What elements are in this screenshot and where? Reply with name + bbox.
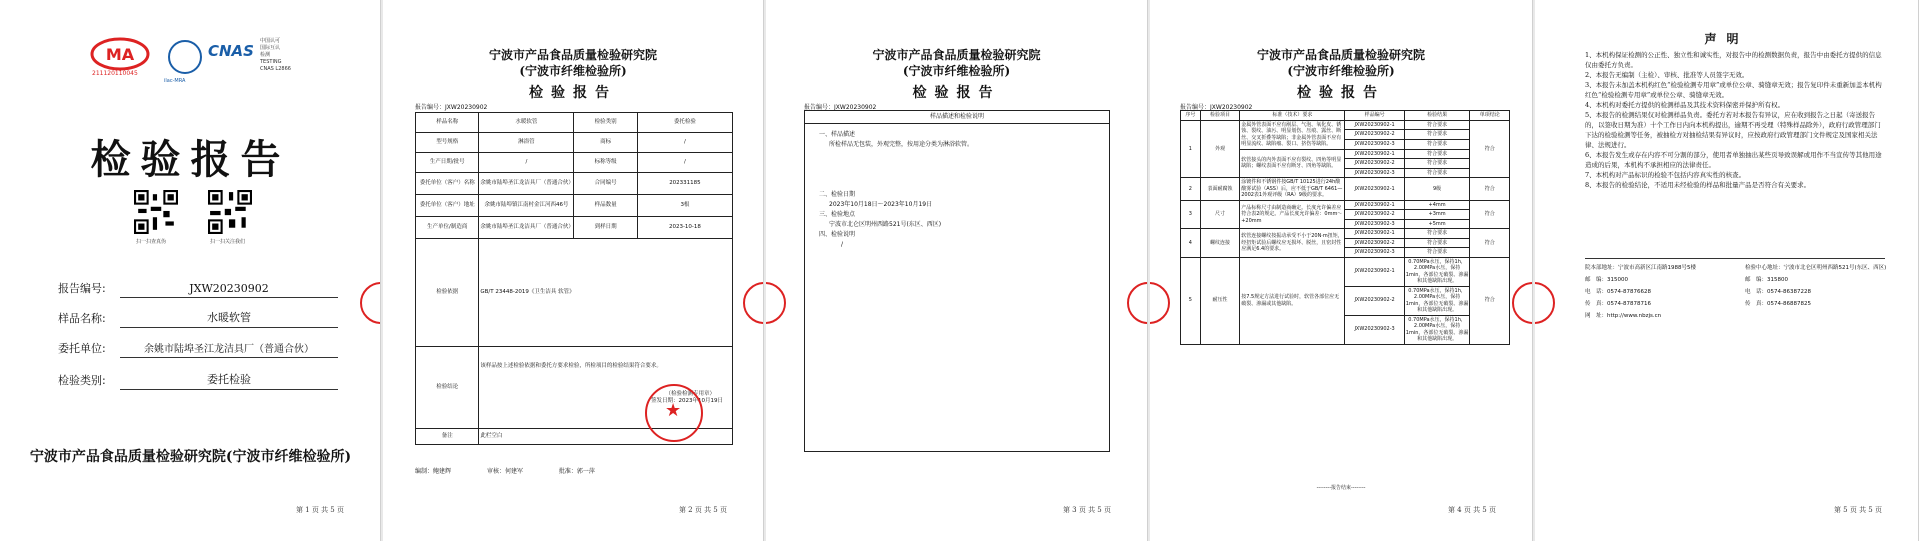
cell-result: 0.70MPa水压，保持1h，2.00MPa水压，保持1min，各部位无破裂、渗漏和其他缺陷出现。 [1405,316,1469,342]
report-number: 报告编号：JXW20230902 [1180,104,1253,111]
statement-title: 声明 [1704,32,1749,46]
perforation-seal-edge [743,282,764,324]
header-subinstitution: (宁波市纤维检验所) [1287,64,1395,78]
desc-value: 所检样品无包装，外观完整，按用途分类为淋浴软管。 [829,141,974,148]
cell-result: 符合要求 [1404,120,1470,130]
svg-text:MA: MA [105,45,135,64]
cell-result: 0.70MPa水压，保持1h，2.00MPa水压，保持1min，各部位无破裂、渗漏和其他缺陷出现。 [1405,258,1469,284]
column-header: 检验结果 [1404,111,1470,121]
table-row [1181,257,1510,286]
header-institution: 宁波市产品食品质量检验研究院 [1256,48,1425,62]
cell-result: 符合要求 [1404,130,1470,140]
contact-line: 院本部地址：宁波市高新区江南路1988号5楼 [1585,265,1696,271]
perforation-seal-edge [1512,282,1533,324]
header-report-title: 检验报告 [1297,85,1385,101]
table-cell: 委托单位（客户）地址 [416,195,479,217]
cell-item: 螺纹连接 [1200,229,1239,258]
table-row [416,153,733,173]
report-summary-page [383,0,764,541]
table-cell: 标称等级 [574,153,637,173]
remark-label: 备注 [416,429,479,445]
report-end-marker: --------报告结束-------- [1316,485,1366,491]
cell-verdict: 符合 [1470,178,1510,201]
table-row [1181,120,1510,130]
contact-line: 检验中心地址：宁波市北仑区明州西路521号(东区、西区) [1745,265,1887,271]
table-cell: 生产日期/批号 [416,153,479,173]
contact-line: 传 真：0574-86887825 [1745,301,1811,307]
cell-item: 表面耐腐蚀 [1200,178,1239,201]
table-cell: 2023-10-18 [637,217,732,239]
statement-item: 2、本报告无编制（主检）、审核、批准等人员签字无效。 [1585,71,1749,79]
date-label: 二、检验日期 [819,191,856,198]
column-header: 序号 [1181,111,1201,121]
cover-title: 检验报告 [90,136,291,183]
place-label: 三、检验地点 [819,211,856,218]
cell-sample-no: JXW20230902-1 [1345,178,1404,201]
report-number: 报告编号：JXW20230902 [415,104,488,111]
table-row [1181,178,1510,201]
conclusion-value: 该样品按上述检验依据和委托方要求检验，所检项目的检验结果符合要求。 [480,363,662,369]
cnas-logo: CNAS [208,42,254,60]
field-label: 委托单位: [58,342,106,355]
cell-requirement: 按7.5规定方法进行试验时，软管各部位应无破裂、渗漏或其他缺陷。 [1240,257,1345,344]
perforation-seal-edge-left [1150,282,1170,324]
cell-requirement: 金属外管表面不应有剐层、气泡、氧化皮、锈蚀、裂纹、油污、明显划伤、压痕、露丝、断丝、交叉折叠等缺陷；非金属外管表面不应有明显流纹、缺陷瘤、裂口、挤伤等缺陷。 [1240,120,1345,149]
sample-description-box [804,110,1110,452]
statement-item: 5、本报告的检测结果仅对检测样品负责。委托方若对本报告有异议，应在收到报告之日起（寄送报告的，以签收日期为准）十个工作日内向本机构提出，逾期不再受理（特殊样品除外），政府行政管理部门下达的检验检测等任务，被抽检方对抽检结果有异议时，应按政府行政管理部门文件规定及国家相关法律、法规进行。 [1585,111,1881,149]
field-label: 样品名称: [58,312,106,325]
cell-result: 符合要求 [1404,238,1470,248]
table-row [1181,200,1510,210]
perforation-seal-edge-left [1535,282,1555,324]
sign-date: 签发日期：2023年10月19日 [651,398,723,404]
cell-verdict: 符合 [1470,200,1510,229]
seal-caption: （检验检测专用章） [665,391,715,397]
cell-sample-no: JXW20230902-2 [1345,286,1404,315]
cma-number: 211120110045 [92,70,138,77]
note-label: 四、检验说明 [819,231,856,238]
field-value: 余姚市陆埠圣江龙洁具厂（普通合伙） [120,340,338,358]
column-header: 单项结论 [1470,111,1510,121]
statement-page [1535,0,1919,541]
cell-item: 外观 [1200,120,1239,178]
column-header: 标准（技术）要求 [1240,111,1345,121]
cell-result: 0.70MPa水压，保持1h，2.00MPa水压，保持1min，各部位无破裂、渗漏和其他缺陷出现。 [1405,287,1469,313]
cell-sample-no: JXW20230902-1 [1345,120,1404,130]
table-cell: 生产单位/制造商 [416,217,479,239]
qr-code-verify-icon[interactable] [134,190,178,234]
cell-sample-no: JXW20230902-3 [1345,139,1404,149]
perforation-seal-edge [360,282,381,324]
statement-item: 1、本机构保证检测的公正性、独立性和诚实性，对报告中的检测数据负责，报告中由委托方提供的信息仅由委托方负责。 [1585,51,1882,69]
cell-verdict: 符合 [1470,120,1510,178]
statement-item: 8、本报告的检验结论，不适用未经检验的样品和批量产品是否符合有关要求。 [1585,181,1811,189]
page-number: 第 5 页 共 5 页 [1833,506,1882,514]
results-body [1181,120,1510,344]
divider [1585,258,1885,259]
perforation-seal-edge [1127,282,1148,324]
cell-result: 符合要求 [1404,159,1470,169]
table-row [416,217,733,239]
signature-approver: 批准：郭一萍 [558,468,595,475]
ilac-mra-logo-icon [168,40,202,74]
field-label: 报告编号: [58,282,106,295]
table-cell: / [637,153,732,173]
cell-result: 符合要求 [1404,168,1470,178]
field-client [58,338,338,358]
field-value: JXW20230902 [120,282,338,298]
field-sample-name [58,308,338,328]
cell-result: +5mm [1404,219,1470,229]
table-cell: 水暖软管 [479,113,574,133]
cell-item: 尺寸 [1200,200,1239,229]
sample-description-page [766,0,1148,541]
cell-requirement: 软管接头的内外表面不应有裂纹、四角等明显缺陷；螺纹表面不应有断牙、四角等缺陷。 [1240,149,1345,178]
cell-result: +3mm [1404,210,1470,220]
cell-sample-no: JXW20230902-1 [1345,149,1404,159]
table-cell: 样品名称 [416,113,479,133]
header-report-title: 检验报告 [529,85,617,101]
contact-line: 传 真：0574-87878716 [1585,301,1651,307]
accreditation-logos [90,36,310,88]
qr-verify-caption: 扫一扫查真伪 [136,239,167,245]
qr-code-follow-icon[interactable] [208,190,252,234]
date-value: 2023年10月18日～2023年10月19日 [829,201,933,208]
cell-no: 2 [1181,178,1201,201]
table-cell: 样品数量 [574,195,637,217]
table-cell: 合同编号 [574,173,637,195]
qr-follow-caption: 扫一扫关注我们 [210,239,246,245]
desc-label: 一、样品描述 [819,131,856,138]
table-cell: / [479,153,574,173]
table-cell: 到样日期 [574,217,637,239]
header-report-title: 检验报告 [912,85,1001,101]
cell-sample-no: JXW20230902-3 [1345,315,1404,344]
table-cell: / [637,133,732,153]
cell-no: 3 [1181,200,1201,229]
table-row [1181,229,1510,239]
contact-line: 电 话：0574-87876628 [1585,289,1651,295]
note-value: / [841,241,844,248]
cell-sample-no: JXW20230902-2 [1345,238,1404,248]
conclusion-label: 检验结论 [416,347,479,429]
table-row [416,239,733,347]
header-institution: 宁波市产品食品质量检验研究院 [488,48,657,62]
table-cell: 淋浴管 [479,133,574,153]
cell-verdict: 符合 [1470,257,1510,344]
cma-logo-icon [90,36,150,72]
contact-test-center [1745,262,1886,310]
signature-reviewer: 审核：何建军 [486,468,523,475]
contact-line: 电 话：0574-86387228 [1745,289,1811,295]
page-number: 第 4 页 共 5 页 [1447,506,1496,514]
page-number: 第 3 页 共 5 页 [1062,506,1111,514]
field-label: 检验类别: [58,374,106,387]
cell-no: 5 [1181,257,1201,344]
contact-line: 邮 编：315000 [1585,277,1628,283]
header-institution: 宁波市产品食品质量检验研究院 [872,48,1041,62]
test-results-page [1150,0,1533,541]
box-header: 样品描述和检验说明 [805,111,1109,124]
basis-value: GB/T 23448-2019《卫生洁具 软管》 [479,239,733,347]
signature-line [415,466,735,475]
cell-requirement: 软管连接螺纹按振动承受不小于20N·m扭矩，经扭矩试验后螺纹应无损坏、脱丝，且密封性应满足6.4的要求。 [1240,229,1345,258]
table-cell: 余姚市陆埠镇江南村金江河西46号 [479,195,574,217]
contact-line: 网 址：http://www.nbzjs.cn [1585,313,1662,319]
statement-list [1585,50,1885,190]
cell-result: 符合要求 [1404,229,1470,239]
perforation-seal-edge-left [766,282,786,324]
cell-sample-no: JXW20230902-1 [1345,200,1404,210]
field-report-number [58,278,338,298]
cell-result: 符合要求 [1404,139,1470,149]
header-subinstitution: (宁波市纤维检验所) [902,64,1011,78]
report-number: 报告编号：JXW20230902 [804,104,877,111]
contact-line: 邮 编：315800 [1745,277,1788,283]
table-row [416,113,733,133]
cell-no: 4 [1181,229,1201,258]
cell-requirement: 产品标称尺寸由制造商确定。长度允许偏差应符合表2的规定。产品长度允许偏差：0mm～+20mm [1240,200,1345,229]
cell-item: 耐压性 [1200,257,1239,344]
basis-label: 检验依据 [416,239,479,347]
table-cell: 检验类别 [574,113,637,133]
results-table [1180,110,1510,345]
cell-sample-no: JXW20230902-3 [1345,248,1404,258]
cell-result: 9级 [1404,178,1470,201]
cell-result: 符合要求 [1404,149,1470,159]
table-cell: 余姚市陆埠圣江龙洁具厂（普通合伙） [479,217,574,239]
cell-sample-no: JXW20230902-1 [1345,257,1404,286]
statement-item: 3、本报告未加盖本机构红色“检验检测专用章”或单位公章、骑缝章无效；报告复印件未重新加盖本机构红色“检验检测专用章”或单位公章、骑缝章无效。 [1585,81,1882,99]
signature-editor: 编制：鲍建辉 [415,468,452,475]
field-value: 水暖软管 [120,309,338,328]
cell-sample-no: JXW20230902-3 [1345,168,1404,178]
table-cell: 余姚市陆埠圣江龙洁具厂（普通合伙） [479,173,574,195]
cell-result: +4mm [1404,200,1470,210]
cell-sample-no: JXW20230902-2 [1345,210,1404,220]
statement-item: 7、本机构对产品标识的检验不包括内容真实性的核查。 [1585,171,1746,179]
place-value: 宁波市北仑区明州西路521号(东区、西区) [829,221,942,228]
cell-sample-no: JXW20230902-2 [1345,159,1404,169]
table-cell: 3根 [637,195,732,217]
table-row [416,133,733,153]
column-header: 样品编号 [1345,111,1404,121]
table-header-row [1181,111,1510,121]
remark-value: 此栏空白 [479,429,733,445]
cell-verdict: 符合 [1470,229,1510,258]
table-row [416,173,733,195]
table-cell: 商标 [574,133,637,153]
table-cell: 委托单位（客户）名称 [416,173,479,195]
page-number: 第 1 页 共 5 页 [295,506,344,514]
cell-sample-no: JXW20230902-1 [1345,229,1404,239]
table-row [416,195,733,217]
page-number: 第 2 页 共 5 页 [678,506,727,514]
table-cell: 202331185 [637,173,732,195]
inspection-seal-stamp [645,384,703,442]
statement-item: 6、本报告发生或存在内容不可分割的部分，使用者单独抽出某些页导致误解或用作不当宣传等其他用途造成的后果，本机构不承担相应的法律责任。 [1585,151,1882,169]
cell-requirement: 涂镀件和不锈钢件按GB/T 10125进行24h酸酸雾试验（ASS）后，应不低于GB/T 6461—2002表1外观评级（RA）9级的要求。 [1240,178,1345,201]
contact-main-office [1585,262,1696,322]
ilac-mra-caption: ilac-MRA [164,78,186,84]
cell-sample-no: JXW20230902-2 [1345,130,1404,140]
header-subinstitution: (宁波市纤维检验所) [519,64,627,78]
table-cell: 型号规格 [416,133,479,153]
statement-item: 4、本机构对委托方提供的检测样品及其技术资料保密并保护所有权。 [1585,101,1785,109]
cell-result: 符合要求 [1404,248,1470,258]
column-header: 检验项目 [1200,111,1239,121]
cnas-caption: 中国认可 国际互认 检测 TESTING CNAS L2866 [260,38,291,72]
cell-sample-no: JXW20230902-3 [1345,219,1404,229]
field-value: 委托检验 [120,371,338,390]
cell-no: 1 [1181,120,1201,178]
cover-page [0,0,381,541]
institution-name: 宁波市产品食品质量检验研究院(宁波市纤维检验所) [29,449,352,465]
table-cell: 委托检验 [637,113,732,133]
field-inspection-type [58,370,338,390]
